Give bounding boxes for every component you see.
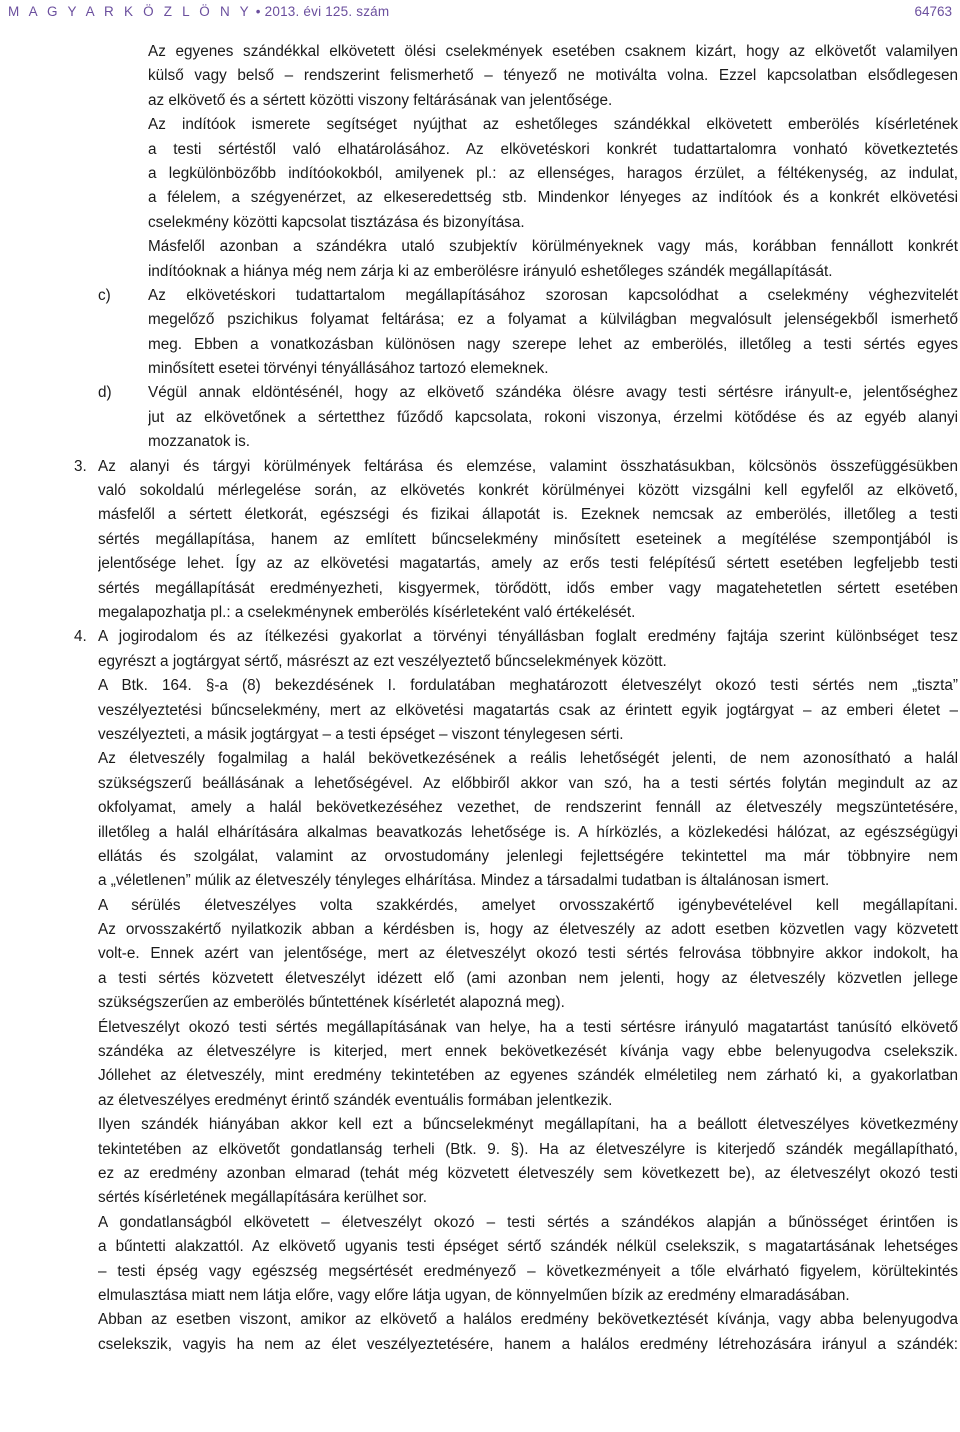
- text-line: [0, 699, 960, 723]
- text-line: [0, 772, 960, 796]
- text-line: [0, 625, 960, 649]
- line-text: A sérülés életveszélyes volta szakkérdés, amelyet orvosszakértő igénybevételével kell megállapítani.: [98, 896, 958, 914]
- line-text: a „véletlenen” múlik az életveszély tényleges elhárítása. Mindez a társadalmi tudatban is általánosan ismert.: [98, 872, 830, 890]
- text-line: [0, 235, 960, 259]
- line-text: elmulasztása miatt nem látja előre, vagy előre látja ugyan, de könnyelműen bízik az eredmény elmaradásában.: [98, 1286, 850, 1304]
- text-line: [0, 138, 960, 162]
- text-line: [0, 186, 960, 210]
- line-text: Jóllehet az életveszély, mint eredmény tekintetében az egyenes szándék elméletileg nem zárható ki, a gyakorlatban: [98, 1067, 958, 1085]
- line-text: cselekszik, vagyis ha nem az élet veszélyeztetésére, hanem a halálos eredmény létrehozására irányul a szándék:: [98, 1335, 958, 1353]
- line-text: A jogirodalom és az ítélkezési gyakorlat a törvényi tényállásban foglalt eredmény fajtája szerint különbséget tesz: [98, 628, 958, 646]
- line-text: veszélyezteti, a másik jogtárgyat – a testi épséget – viszont ténylegesen sérti.: [98, 725, 624, 743]
- line-text: másfelől a sértett életkorát, egészségi és fizikai állapotát is. Ezeknek nemcsak az emberölés, illetőleg a testi: [98, 506, 958, 524]
- text-line: [0, 577, 960, 601]
- text-line: [0, 455, 960, 479]
- text-line: [0, 503, 960, 527]
- text-line: [0, 918, 960, 942]
- text-line: [0, 357, 960, 381]
- list-marker: 3.: [74, 457, 87, 475]
- text-line: [0, 113, 960, 137]
- line-text: okfolyamat, amely a halál bekövetkezéséhez vezethet, de rendszerint fennáll az életveszély megszüntetésére,: [98, 799, 958, 817]
- text-line: [0, 601, 960, 625]
- text-line: [0, 723, 960, 747]
- text-line: [0, 991, 960, 1015]
- line-text: Az indítóok ismerete segítséget nyújthat az eshetőleges szándékkal elkövetett emberölés kísérletének: [148, 116, 958, 134]
- text-line: [0, 1284, 960, 1308]
- text-line: [0, 894, 960, 918]
- line-text: külső vagy belső – rendszerint felismerhető – tényező ne motiválta volna. Ezzel kapcsolatban elsődlegesen: [148, 67, 958, 85]
- line-text: Az alanyi és tárgyi körülmények feltárása és elemzése, valamint összhatásukban, kölcsönös összefüggésükben: [98, 457, 958, 475]
- line-text: – testi épség vagy egészség megsértését eredményező – következményeit a tőle elvárható figyelem, körültekintés: [98, 1262, 958, 1280]
- text-line: [0, 381, 960, 405]
- text-line: [0, 528, 960, 552]
- text-line: [0, 1333, 960, 1357]
- line-text: indítóoknak a hiánya még nem zárja ki az emberölésre irányuló eshetőleges szándék megállapítását.: [148, 262, 833, 280]
- line-text: Másfelől azonban a szándékra utaló szubjektív körülményeknek vagy más, korábban fennállott konkrét: [148, 238, 958, 256]
- line-text: a testi sértéstől való elhatárolásához. Az elkövetéskori konkrét tudattartalomra vonható következtetés: [148, 140, 958, 158]
- text-line: [0, 869, 960, 893]
- line-text: megalapozhatja pl.: a cselekménynek emberölés kísérleteként való értékelését.: [98, 603, 636, 621]
- text-line: [0, 308, 960, 332]
- line-text: szándéka az életveszélyre is kiterjed, mert ennek bekövetkezését kívánja vagy ebbe belenyugodva cselekszik.: [98, 1043, 958, 1061]
- line-text: szükségszerűen az emberölés bűntettének kísérletét alapozná meg).: [98, 994, 565, 1012]
- line-text: Az orvosszakértő nyilatkozik abban a kérdésben is, hogy az életveszély az adott esetben közvetlen vagy közvetett: [98, 921, 958, 939]
- text-line: [0, 162, 960, 186]
- list-marker: d): [98, 384, 112, 402]
- text-line: [0, 1138, 960, 1162]
- list-marker: c): [98, 286, 111, 304]
- line-text: a bűntetti alakzattól. Az elkövető ugyanis testi épséget sértő szándék nélkül cselekszik, s magatartásának lehetséges: [98, 1238, 958, 1256]
- line-text: megelőző pszichikus folyamat feltárása; ez a folyamat a külvilágban megvalósult jelenségekből ismerhető: [148, 311, 958, 329]
- line-text: sértés megállapítását eredményezheti, kisgyermek, törődött, idős ember vagy magatehetetlen sértett esetében: [98, 579, 958, 597]
- line-text: egyrészt a jogtárgyat sértő, másrészt az ezt veszélyeztető bűncselekmények között.: [98, 652, 667, 670]
- text-line: [0, 967, 960, 991]
- line-text: ez az eredmény azonban elmarad (tehát még közvetett életveszély sem következett be), az életveszélyt okozó testi: [98, 1164, 958, 1182]
- line-text: szükségszerű beállásának a lehetőségével. Az előbbiről akkor van szó, ha a testi sértés folytán megindult az az: [98, 774, 958, 792]
- header-bullet: •: [255, 4, 261, 19]
- line-text: Abban az esetben viszont, amikor az elkövető a halálos eredmény bekövetkeztését kívánja, vagy abba belenyugodva: [98, 1311, 958, 1329]
- text-line: [0, 479, 960, 503]
- text-line: [0, 40, 960, 64]
- text-line: [0, 821, 960, 845]
- line-text: mozzanatok is.: [148, 433, 251, 451]
- text-line: [0, 845, 960, 869]
- text-line: [0, 1186, 960, 1210]
- line-text: Az egyenes szándékkal elkövetett ölési cselekmények esetében csaknem kizárt, hogy az elkövetőt valamilyen: [148, 43, 958, 60]
- text-line: [0, 1016, 960, 1040]
- line-text: a legkülönbözőbb indítóokokból, amilyenek pl.: az ellenséges, haragos érzület, a féltékenység, az indulat,: [148, 164, 958, 182]
- text-line: [0, 260, 960, 284]
- line-text: sértés megállapítása, hanem az említett bűncselekmény minősített eseteinek a megítélése szempontjából is: [98, 530, 958, 548]
- text-line: [0, 1040, 960, 1064]
- line-text: Az elkövetéskori tudattartalom megállapításához szorosan kapcsolódhat a cselekmény véghezvitelét: [148, 286, 958, 304]
- journal-running-head: [8, 4, 389, 19]
- issue-label: 2013. évi 125. szám: [264, 4, 390, 19]
- line-text: meg. Ebben a vonatkozásban különösen nagy szerepe lehet az emberölés, illetőleg a testi sértés egyes: [148, 335, 958, 353]
- line-text: Az életveszély fogalmilag a halál bekövetkezésének a reális lehetőségét jelenti, de nem azonosítható a halál: [98, 750, 958, 768]
- text-line: [0, 430, 960, 454]
- text-line: [0, 1260, 960, 1284]
- text-line: [0, 1162, 960, 1186]
- line-text: illetőleg a halál elhárítására alkalmas beavatkozás lehetősége is. A hírközlés, a közlekedési hálózat, az egészségügyi: [98, 823, 958, 841]
- line-text: tekintetében az elkövetőt gondatlanság terheli (Btk. 9. §). Ha az életveszélyre is kiterjedő szándék megállapítható,: [98, 1140, 958, 1158]
- text-line: [0, 406, 960, 430]
- line-text: minősített esetei törvényi tényállásához tartozó elemeknek.: [148, 360, 549, 378]
- line-text: az életveszélyes eredményt érintő szándék eventuális formában jelentkezik.: [98, 1091, 613, 1109]
- text-line: [0, 1064, 960, 1088]
- text-line: [0, 1089, 960, 1113]
- document-body: [0, 40, 960, 1357]
- text-line: [0, 674, 960, 698]
- text-line: [0, 284, 960, 308]
- text-line: [0, 1211, 960, 1235]
- line-text: a félelem, a szégyenérzet, az elkeseredettség stb. Mindenkor lényeges az indítóok és a konkrét elkövetési: [148, 189, 958, 207]
- line-text: Életveszélyt okozó testi sértés megállapításának van helye, ha a testi sértésre irányuló magatartást tanúsító elkövető: [98, 1018, 958, 1036]
- text-line: [0, 1113, 960, 1137]
- text-line: [0, 1308, 960, 1332]
- text-line: [0, 650, 960, 674]
- line-text: az elkövető és a sértett közötti viszony feltárásának van jelentősége.: [148, 91, 613, 109]
- text-line: [0, 552, 960, 576]
- journal-title: M A G Y A R K Ö Z L Ö N Y: [8, 4, 252, 19]
- line-text: veszélyeztetési bűncselekmény, mert az elkövetési magatartás csak az érintett egyik jogtárgyat – az emberi életet –: [98, 701, 958, 719]
- page-number: 64763: [914, 4, 952, 19]
- line-text: Végül annak eldöntésénél, hogy az elkövető szándéka ölésre avagy testi sértésre irányult-e, jelentőséghez: [148, 384, 958, 402]
- line-text: volt-e. Ennek azért van jelentősége, mert az életveszélyt okozó testi sértés felrovása többnyire akkor indokolt, ha: [98, 945, 958, 963]
- line-text: A Btk. 164. §-a (8) bekezdésének I. fordulatában meghatározott életveszélyt okozó testi sértés nem „tiszta”: [98, 677, 958, 695]
- line-text: való sokoldalú mérlegelése során, az elkövetés konkrét körülményei között vizsgálni kell egyfelől az elkövető,: [98, 482, 958, 500]
- page-header: [0, 0, 960, 26]
- line-text: cselekmény közötti kapcsolat tisztázása és bizonyítása.: [148, 213, 525, 231]
- text-line: [0, 211, 960, 235]
- line-text: sértés kísérletének megállapítására kerülhet sor.: [98, 1189, 428, 1207]
- text-line: [0, 89, 960, 113]
- list-marker: 4.: [74, 628, 87, 646]
- text-line: [0, 333, 960, 357]
- line-text: jelentősége lehet. Így az az elkövetési magatartás, amely az erős testi felépítésű sértett esetében legfeljebb testi: [98, 555, 958, 573]
- line-text: a testi sértés közvetett életveszélyt idézett elő (ami azonban nem jelenti, hogy az életveszély közvetlen jellege: [98, 969, 958, 987]
- text-line: [0, 796, 960, 820]
- line-text: jut az elkövetőnek a sértetthez fűződő kapcsolata, rokoni viszonya, érzelmi kötődése és az egyéb alanyi: [148, 408, 958, 426]
- line-text: ellátás és szolgálat, valamint az orvostudomány jelenlegi fejlettségére tekintettel ma már többnyire nem: [98, 847, 958, 865]
- line-text: Ilyen szándék hiányában akkor kell ezt a bűncselekményt megállapítani, ha a beállott életveszélyes következmény: [98, 1116, 958, 1134]
- text-line: [0, 64, 960, 88]
- text-line: [0, 942, 960, 966]
- line-text: A gondatlanságból elkövetett – életveszélyt okozó – testi sértés a szándékos alapján a bűnösséget érintően is: [98, 1213, 958, 1231]
- text-line: [0, 1235, 960, 1259]
- text-line: [0, 747, 960, 771]
